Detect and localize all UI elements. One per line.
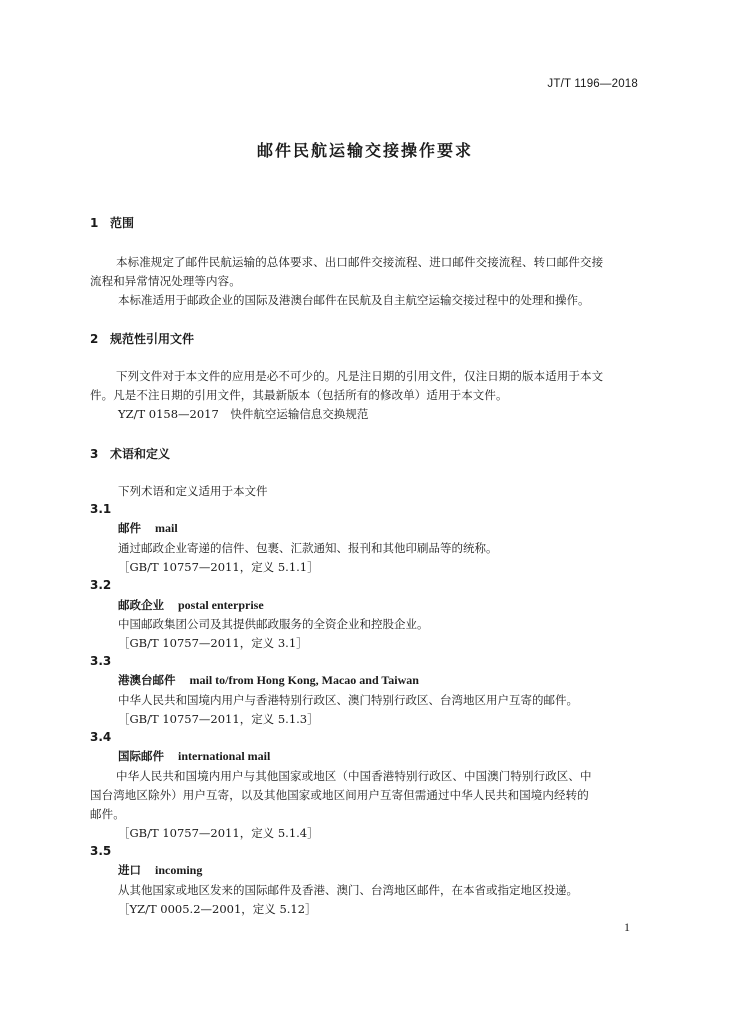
term-definition-line: 国台湾地区除外）用户互寄，以及其他国家或地区间用户互寄但需通过中华人民共和国境内经转的 bbox=[90, 788, 589, 802]
term-definition: 中国邮政集团公司及其提供邮政服务的全资企业和控股企业。 bbox=[118, 617, 429, 631]
term-number: 3.1 bbox=[90, 502, 112, 516]
term-definition: 通过邮政企业寄递的信件、包裹、汇款通知、报刊和其他印刷品等的统称。 bbox=[118, 541, 498, 555]
term-source: ［GB/T 10757—2011，定义 5.1.1］ bbox=[118, 560, 319, 574]
term-source: ［GB/T 10757—2011，定义 3.1］ bbox=[118, 636, 308, 650]
term-number: 3.3 bbox=[90, 654, 112, 668]
term-source: ［GB/T 10757—2011，定义 5.1.3］ bbox=[118, 712, 319, 726]
standard-number: JT/T 1196—2018 bbox=[547, 78, 638, 90]
term-cn: 国际邮件 bbox=[118, 749, 164, 763]
paragraph-line: 件。凡是不注日期的引用文件，其最新版本（包括所有的修改单）适用于本文件。 bbox=[90, 388, 508, 402]
paragraph-line: 本标准规定了邮件民航运输的总体要求、出口邮件交接流程、进口邮件交接流程、转口邮件交接 bbox=[116, 255, 604, 269]
normative-reference: YZ/T 0158—2017 快件航空运输信息交换规范 bbox=[118, 407, 369, 421]
term-source: ［GB/T 10757—2011，定义 5.1.4］ bbox=[118, 826, 319, 840]
term-definition: 中华人民共和国境内用户与香港特别行政区、澳门特别行政区、台湾地区用户互寄的邮件。 bbox=[118, 693, 578, 707]
term-en: mail to/from Hong Kong, Macao and Taiwan bbox=[189, 673, 419, 687]
terms-intro: 下列术语和定义适用于本文件 bbox=[118, 484, 268, 498]
section-title: 范围 bbox=[110, 216, 135, 230]
term-name bbox=[118, 748, 270, 764]
term-name bbox=[118, 862, 202, 878]
section-number: 3 bbox=[90, 447, 99, 461]
paragraph-line: 流程和异常情况处理等内容。 bbox=[90, 274, 241, 288]
term-number: 3.5 bbox=[90, 844, 112, 858]
term-definition-line: 中华人民共和国境内用户与其他国家或地区（中国香港特别行政区、中国澳门特别行政区、中 bbox=[116, 769, 592, 783]
term-cn: 港澳台邮件 bbox=[118, 673, 176, 687]
term-number: 3.4 bbox=[90, 730, 112, 744]
term-name bbox=[118, 520, 178, 536]
section-2-heading bbox=[90, 330, 194, 347]
section-number: 2 bbox=[90, 332, 99, 346]
term-name bbox=[118, 672, 419, 688]
paragraph-line: 下列文件对于本文件的应用是必不可少的。凡是注日期的引用文件，仅注日期的版本适用于本文 bbox=[116, 369, 604, 383]
term-en: incoming bbox=[155, 863, 203, 877]
term-cn: 进口 bbox=[118, 863, 141, 877]
term-en: international mail bbox=[178, 749, 271, 763]
section-number: 1 bbox=[90, 216, 99, 230]
term-definition-line: 邮件。 bbox=[90, 807, 125, 821]
paragraph-line: 本标准适用于邮政企业的国际及港澳台邮件在民航及自主航空运输交接过程中的处理和操作。 bbox=[118, 293, 590, 307]
section-title: 规范性引用文件 bbox=[110, 332, 195, 346]
term-number: 3.2 bbox=[90, 578, 112, 592]
term-cn: 邮政企业 bbox=[118, 598, 164, 612]
document-title: 邮件民航运输交接操作要求 bbox=[256, 141, 473, 160]
term-name bbox=[118, 597, 264, 613]
term-definition: 从其他国家或地区发来的国际邮件及香港、澳门、台湾地区邮件，在本省或指定地区投递。 bbox=[118, 883, 578, 897]
term-cn: 邮件 bbox=[118, 521, 141, 535]
section-3-heading bbox=[90, 445, 170, 462]
section-title: 术语和定义 bbox=[110, 447, 171, 461]
section-1-heading bbox=[90, 214, 134, 231]
term-en: postal enterprise bbox=[178, 598, 264, 612]
term-source: ［YZ/T 0005.2—2001，定义 5.12］ bbox=[118, 902, 317, 916]
page-number: 1 bbox=[624, 920, 630, 934]
term-en: mail bbox=[155, 521, 178, 535]
